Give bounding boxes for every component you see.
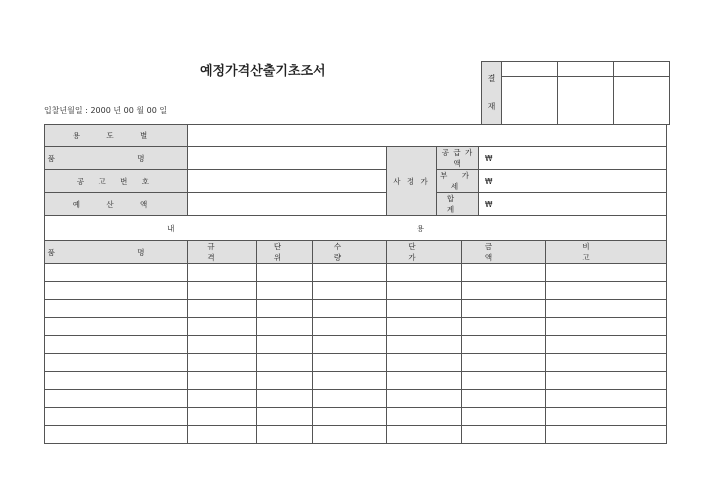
table-row	[45, 408, 667, 426]
table-cell[interactable]	[462, 264, 546, 282]
table-cell[interactable]	[45, 336, 188, 354]
total-label: 합 계	[437, 193, 479, 216]
table-cell[interactable]	[257, 372, 313, 390]
col-amount: 금 액	[462, 241, 546, 264]
estimate-form-table	[44, 124, 667, 444]
table-row	[45, 372, 667, 390]
table-cell[interactable]	[546, 300, 667, 318]
table-row	[45, 300, 667, 318]
document-title: 예정가격산출기초조서	[200, 64, 326, 79]
table-cell[interactable]	[188, 408, 257, 426]
table-cell[interactable]	[45, 390, 188, 408]
table-cell[interactable]	[546, 264, 667, 282]
col-unit: 단 위	[257, 241, 313, 264]
table-cell[interactable]	[462, 426, 546, 444]
table-cell[interactable]	[313, 264, 387, 282]
table-cell[interactable]	[313, 390, 387, 408]
table-cell[interactable]	[462, 390, 546, 408]
table-cell[interactable]	[313, 372, 387, 390]
table-cell[interactable]	[462, 408, 546, 426]
table-row	[45, 318, 667, 336]
table-cell[interactable]	[257, 282, 313, 300]
table-cell[interactable]	[257, 300, 313, 318]
table-cell[interactable]	[257, 264, 313, 282]
approval-label	[482, 62, 502, 125]
table-row	[45, 264, 667, 282]
table-cell[interactable]	[45, 408, 188, 426]
approval-header-cell[interactable]	[558, 62, 614, 77]
col-quantity: 수 량	[313, 241, 387, 264]
table-cell[interactable]	[45, 354, 188, 372]
table-cell[interactable]	[188, 336, 257, 354]
notice-no-label: 공 고 번 호	[45, 170, 188, 193]
table-cell[interactable]	[313, 300, 387, 318]
table-cell[interactable]	[45, 426, 188, 444]
item-name-value[interactable]	[188, 147, 387, 170]
approval-box	[481, 61, 670, 125]
table-cell[interactable]	[462, 318, 546, 336]
table-cell[interactable]	[546, 390, 667, 408]
table-cell[interactable]	[546, 318, 667, 336]
table-cell[interactable]	[188, 264, 257, 282]
table-cell[interactable]	[546, 372, 667, 390]
table-cell[interactable]	[387, 336, 462, 354]
approval-header-cell[interactable]	[502, 62, 558, 77]
table-cell[interactable]	[45, 372, 188, 390]
table-cell[interactable]	[462, 336, 546, 354]
table-cell[interactable]	[387, 282, 462, 300]
budget-value[interactable]	[188, 193, 387, 216]
notice-no-value[interactable]	[188, 170, 387, 193]
vat-value[interactable]: ₩	[479, 170, 667, 193]
supply-price-value[interactable]: ₩	[479, 147, 667, 170]
bid-date-value: 2000 년 00 월 00 일	[90, 106, 168, 115]
table-cell[interactable]	[257, 354, 313, 372]
table-row	[45, 426, 667, 444]
supply-price-label: 공 급 가 액	[437, 147, 479, 170]
table-cell[interactable]	[462, 354, 546, 372]
total-value[interactable]: ₩	[479, 193, 667, 216]
usage-value[interactable]	[188, 125, 667, 147]
table-cell[interactable]	[257, 426, 313, 444]
approval-sign-cell[interactable]	[558, 77, 614, 125]
table-cell[interactable]	[387, 372, 462, 390]
table-cell[interactable]	[188, 354, 257, 372]
table-cell[interactable]	[462, 372, 546, 390]
table-cell[interactable]	[387, 426, 462, 444]
table-cell[interactable]	[462, 300, 546, 318]
contents-header: 내 용	[45, 216, 667, 241]
table-cell[interactable]	[257, 318, 313, 336]
column-header-row	[45, 241, 667, 264]
table-cell[interactable]	[45, 264, 188, 282]
table-cell[interactable]	[45, 300, 188, 318]
bid-date: 입찰년월일 : 2000 년 00 월 00 일	[44, 106, 168, 115]
table-cell[interactable]	[313, 354, 387, 372]
col-remarks: 비 고	[546, 241, 667, 264]
table-cell[interactable]	[188, 318, 257, 336]
table-cell[interactable]	[546, 408, 667, 426]
approval-sign-cell[interactable]	[614, 77, 670, 125]
budget-label: 예 산 액	[45, 193, 188, 216]
table-cell[interactable]	[313, 336, 387, 354]
table-cell[interactable]	[387, 390, 462, 408]
table-cell[interactable]	[188, 372, 257, 390]
table-cell[interactable]	[546, 426, 667, 444]
table-cell[interactable]	[546, 336, 667, 354]
table-cell[interactable]	[546, 354, 667, 372]
col-spec: 규 격	[188, 241, 257, 264]
table-cell[interactable]	[313, 318, 387, 336]
table-cell[interactable]	[387, 300, 462, 318]
table-cell[interactable]	[387, 264, 462, 282]
table-cell[interactable]	[257, 336, 313, 354]
usage-label: 용 도 별	[45, 125, 188, 147]
table-cell[interactable]	[546, 282, 667, 300]
table-cell[interactable]	[462, 282, 546, 300]
table-cell[interactable]	[313, 282, 387, 300]
table-cell[interactable]	[387, 408, 462, 426]
vat-label: 부 가 세	[437, 170, 479, 193]
item-name-label: 품 명	[45, 147, 188, 170]
col-unit-price: 단 가	[387, 241, 462, 264]
table-cell[interactable]	[257, 390, 313, 408]
approval-sign-cell[interactable]	[502, 77, 558, 125]
col-item-name: 품 명	[45, 241, 188, 264]
approval-header-cell[interactable]	[614, 62, 670, 77]
table-cell[interactable]	[188, 390, 257, 408]
table-cell[interactable]	[387, 354, 462, 372]
table-cell[interactable]	[257, 408, 313, 426]
table-row	[45, 282, 667, 300]
approval-label-top: 결	[487, 74, 496, 83]
table-row	[45, 354, 667, 372]
table-row	[45, 336, 667, 354]
table-cell[interactable]	[387, 318, 462, 336]
table-cell[interactable]	[188, 300, 257, 318]
table-row	[45, 390, 667, 408]
table-cell[interactable]	[188, 426, 257, 444]
table-cell[interactable]	[313, 408, 387, 426]
table-cell[interactable]	[45, 282, 188, 300]
table-cell[interactable]	[188, 282, 257, 300]
bid-date-label: 입찰년월일	[44, 106, 83, 115]
table-cell[interactable]	[313, 426, 387, 444]
assessed-price-label: 사 정 가	[387, 147, 437, 216]
table-cell[interactable]	[45, 318, 188, 336]
approval-label-bottom: 재	[487, 102, 496, 111]
